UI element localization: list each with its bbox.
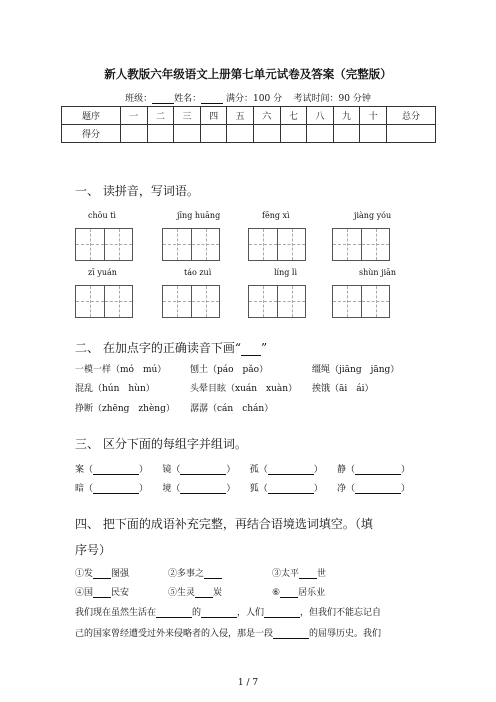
exam-time: 考试时间：90 分钟 (293, 94, 371, 104)
paren-close: ） (313, 465, 323, 475)
para-text: 我们现在虽然生活在 (75, 608, 157, 618)
score-header-cell: 题序 (62, 107, 121, 125)
score-cell[interactable] (387, 125, 436, 143)
grid-cell[interactable] (277, 286, 305, 317)
idiom-text: ②多事之 (168, 569, 205, 579)
idiom-text: 民安 (111, 588, 130, 598)
pinyin-label: líng lì (274, 268, 298, 277)
grid-cell[interactable] (333, 229, 361, 260)
section2-title-end: ” (260, 341, 268, 355)
answer-blank[interactable] (180, 484, 226, 494)
writing-grid[interactable] (332, 285, 390, 318)
pronunciation-item[interactable]: 挣断（zhēng zhèng） (75, 404, 175, 414)
pronunciation-item[interactable]: 缰绳（jiāng jāng） (312, 365, 400, 375)
score-cell[interactable] (147, 125, 174, 143)
paren-close: ） (139, 465, 149, 475)
idiom-text: ④国 (75, 588, 94, 598)
score-cell[interactable] (253, 125, 280, 143)
section4-title: 四、 把下面的成语补充完整，再结合语境选词填空。（填 (75, 517, 373, 531)
paren-close: ） (401, 484, 411, 494)
idiom-blank[interactable] (93, 588, 111, 598)
score-cell[interactable] (333, 125, 360, 143)
pronunciation-item[interactable]: 刨土（páo pǎo） (190, 365, 269, 375)
idiom-item (272, 585, 325, 598)
writing-grid[interactable] (162, 228, 220, 261)
writing-grid[interactable] (75, 285, 133, 318)
grid-cell[interactable] (76, 286, 104, 317)
char-prompt: 镜（ (162, 465, 181, 475)
char-prompt: 静（ (337, 465, 356, 475)
class-blank[interactable] (152, 94, 174, 104)
grid-cell[interactable] (163, 229, 191, 260)
full-score: 满分：100 分 (226, 94, 283, 104)
pinyin-label: fēng xì (262, 211, 290, 220)
answer-blank[interactable] (355, 465, 401, 475)
score-header-cell: 四 (200, 107, 227, 125)
grid-cell[interactable] (277, 229, 305, 260)
class-label: 班级： (125, 94, 153, 104)
paren-close: ） (226, 484, 236, 494)
page-number: 1 / 7 (237, 678, 259, 688)
idiom-item (168, 566, 222, 579)
idiom-text: 图强 (111, 569, 130, 579)
score-cell[interactable] (280, 125, 307, 143)
grid-cell[interactable] (163, 286, 191, 317)
writing-grid[interactable] (75, 228, 133, 261)
score-cell[interactable] (307, 125, 334, 143)
section4-title-cont: 序号） (75, 543, 112, 557)
idiom-blank[interactable] (280, 588, 298, 598)
idiom-blank[interactable] (93, 569, 111, 579)
pinyin-label: táo zuì (184, 268, 212, 277)
idiom-item (272, 566, 326, 579)
pronunciation-item[interactable]: 潺潺（cán chán） (190, 404, 274, 414)
idiom-text: 居乐业 (298, 588, 326, 598)
score-header-cell: 七 (280, 107, 307, 125)
paren-close: ） (401, 465, 411, 475)
name-blank[interactable] (201, 94, 223, 104)
grid-cell[interactable] (191, 229, 219, 260)
section2-title-text: 二、 在加点字的正确读音下画“ (75, 341, 241, 355)
page-title: 新人教版六年级语文上册第七单元试卷及答案（完整版） (104, 67, 392, 81)
para-blank[interactable] (156, 608, 192, 618)
word-group-row (75, 481, 410, 494)
idiom-text: ⑥ (272, 588, 281, 598)
grid-cell[interactable] (104, 229, 132, 260)
grid-cell[interactable] (249, 229, 277, 260)
char-prompt: 境（ (162, 484, 181, 494)
pinyin-label: jiàng yóu (354, 211, 392, 220)
exam-info (0, 91, 496, 104)
name-label: 姓名： (174, 94, 202, 104)
score-cell[interactable] (121, 125, 148, 143)
section1-title: 一、 读拼音，写词语。 (75, 184, 199, 198)
section2-title (75, 339, 267, 356)
idiom-item (75, 566, 129, 579)
score-table-header-row (62, 107, 436, 125)
score-header-cell: 六 (253, 107, 280, 125)
para-text: ，人们 (237, 608, 265, 618)
pronunciation-item[interactable]: 一模一样（mó mú） (75, 365, 167, 375)
fill-paragraph-line (75, 626, 381, 639)
idiom-text: ⑤生灵 (168, 588, 196, 598)
idiom-text: 世 (317, 569, 327, 579)
grid-cell[interactable] (361, 229, 389, 260)
score-cell[interactable] (174, 125, 201, 143)
fill-paragraph-line (75, 605, 381, 618)
answer-blank[interactable] (268, 465, 314, 475)
idiom-item (168, 585, 222, 598)
score-cell[interactable] (360, 125, 387, 143)
grid-cell[interactable] (249, 286, 277, 317)
pronunciation-item[interactable]: 挨饿（āi ái） (312, 384, 374, 394)
grid-cell[interactable] (361, 286, 389, 317)
char-prompt: 狐（ (249, 484, 268, 494)
paren-close: ） (313, 484, 323, 494)
pinyin-label: shùn jiān (359, 268, 397, 277)
char-prompt: 净（ (337, 484, 356, 494)
answer-blank[interactable] (180, 465, 226, 475)
idiom-blank[interactable] (299, 569, 317, 579)
paren-close: ） (139, 484, 149, 494)
grid-cell[interactable] (104, 286, 132, 317)
answer-blank[interactable] (355, 484, 401, 494)
para-text: 的 (192, 608, 202, 618)
idiom-text: 炭 (213, 588, 223, 598)
char-prompt: 案（ (75, 465, 94, 475)
answer-blank[interactable] (93, 484, 139, 494)
pronunciation-item[interactable]: 混乱（hún hùn） (75, 384, 155, 394)
score-header-cell: 一 (121, 107, 148, 125)
score-table (61, 106, 436, 143)
para-blank[interactable] (201, 608, 237, 618)
score-table-score-row (62, 125, 436, 143)
writing-grid[interactable] (248, 228, 306, 261)
para-text: 己的国家曾经遭受过外来侵略者的入侵，那是一段 (75, 629, 274, 639)
score-cell[interactable] (227, 125, 254, 143)
pronunciation-item[interactable]: 头晕目眩（xuán xuàn） (190, 384, 298, 394)
idiom-blank[interactable] (204, 569, 222, 579)
idiom-text: ①发 (75, 569, 94, 579)
pinyin-label: chōu tì (88, 211, 116, 220)
score-cell[interactable] (200, 125, 227, 143)
score-header-cell: 总分 (387, 107, 436, 125)
para-text: ，但我们不能忘记自 (300, 608, 382, 618)
section3-title: 三、 区分下面的每组字并组词。 (75, 437, 247, 451)
word-group-row (75, 462, 410, 475)
score-header-cell: 十 (360, 107, 387, 125)
score-header-cell: 三 (174, 107, 201, 125)
answer-blank[interactable] (268, 484, 314, 494)
grid-cell[interactable] (76, 229, 104, 260)
para-blank[interactable] (273, 629, 309, 639)
char-prompt: 孤（ (249, 465, 268, 475)
grid-cell[interactable] (333, 286, 361, 317)
para-text: 的屈辱历史。我们 (309, 629, 382, 639)
answer-blank[interactable] (93, 465, 139, 475)
score-row-label: 得分 (62, 125, 121, 143)
pinyin-label: zī yuán (88, 268, 117, 277)
idiom-text: ③太平 (272, 569, 300, 579)
para-blank[interactable] (264, 608, 300, 618)
grid-cell[interactable] (191, 286, 219, 317)
paren-close: ） (226, 465, 236, 475)
score-header-cell: 九 (333, 107, 360, 125)
score-header-cell: 五 (227, 107, 254, 125)
underline-sample (241, 345, 261, 356)
score-header-cell: 八 (307, 107, 334, 125)
char-prompt: 暗（ (75, 484, 94, 494)
writing-grid[interactable] (162, 285, 220, 318)
score-header-cell: 二 (147, 107, 174, 125)
idiom-blank[interactable] (195, 588, 213, 598)
writing-grid[interactable] (332, 228, 390, 261)
idiom-item (75, 585, 129, 598)
writing-grid[interactable] (248, 285, 306, 318)
pinyin-label: jīng huāng (177, 211, 221, 220)
